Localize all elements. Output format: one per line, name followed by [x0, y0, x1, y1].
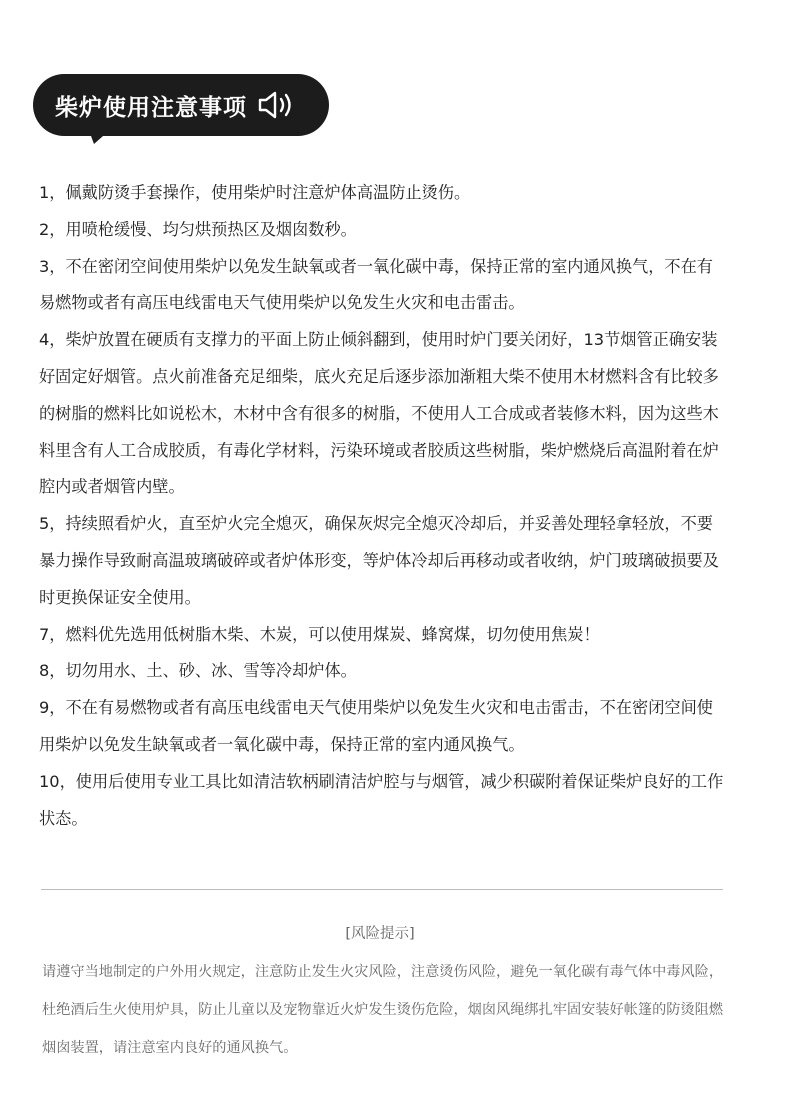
rules-list — [39, 175, 729, 837]
rule-item: 7，燃料优先选用低树脂木柴、木炭，可以使用煤炭、蜂窝煤，切勿使用焦炭！ — [39, 624, 600, 644]
title-badge — [33, 74, 329, 136]
speaker-icon — [257, 90, 297, 120]
page-title: 柴炉使用注意事项 — [55, 94, 247, 121]
divider — [41, 889, 723, 890]
rule-item: 2，用喷枪缓慢、均匀烘预热区及烟囱数秒。 — [39, 219, 357, 239]
risk-text: 请遵守当地制定的户外用火规定，注意防止发生火灾风险，注意烫伤风险，避免一氧化碳有毒气体中毒风险，杜绝酒后生火使用炉具，防止儿童以及宠物靠近火炉发生烫伤危险，烟囱风绳绑扎牢固安装好帐篷的防烫阻燃烟囱装置，请注意室内良好的通风换气。 — [42, 964, 724, 1056]
rule-item: 9，不在有易燃物或者有高压电线雷电天气使用柴炉以免发生火灾和电击雷击，不在密闭空间使用柴炉以免发生缺氧或者一氧化碳中毒，保持正常的室内通风换气。 — [39, 698, 713, 754]
rule-item: 5，持续照看炉火，直至炉火完全熄灭，确保灰烬完全熄灭冷却后，并妥善处理轻拿轻放，不要暴力操作导致耐高温玻璃破碎或者炉体形变，等炉体冷却后再移动或者收纳，炉门玻璃破损要及时更换保证安全使用。 — [39, 514, 719, 607]
rule-item: 1，佩戴防烫手套操作，使用柴炉时注意炉体高温防止烫伤。 — [39, 183, 471, 202]
rule-item: 4，柴炉放置在硬质有支撑力的平面上防止倾斜翻到，使用时炉门要关闭好，13节烟管正确安装好固定好烟管。点火前准备充足细柴，底火充足后逐步添加渐粗大柴不使用木材燃料含有比较多的树脂的燃料比如说松木，木材中含有很多的树脂，不使用人工合成或者装修木料，因为这些木料里含有人工合成胶质，有毒化学材料，污染环境或者胶质这些树脂，柴炉燃烧后高温附着在炉腔内或者烟管内壁。 — [39, 330, 719, 497]
rule-item: 10，使用后使用专业工具比如清洁软柄刷清洁炉腔与与烟管，减少积碳附着保证柴炉良好的工作状态。 — [39, 771, 724, 828]
rule-item: 3，不在密闭空间使用柴炉以免发生缺氧或者一氧化碳中毒，保持正常的室内通风换气，不在有易燃物或者有高压电线雷电天气使用柴炉以免发生火灾和电击雷击。 — [39, 256, 713, 313]
title-badge-tail — [88, 128, 112, 144]
risk-title: [风险提示] — [345, 926, 415, 942]
rule-item: 8，切勿用水、土、砂、冰、雪等冷却炉体。 — [39, 661, 357, 681]
